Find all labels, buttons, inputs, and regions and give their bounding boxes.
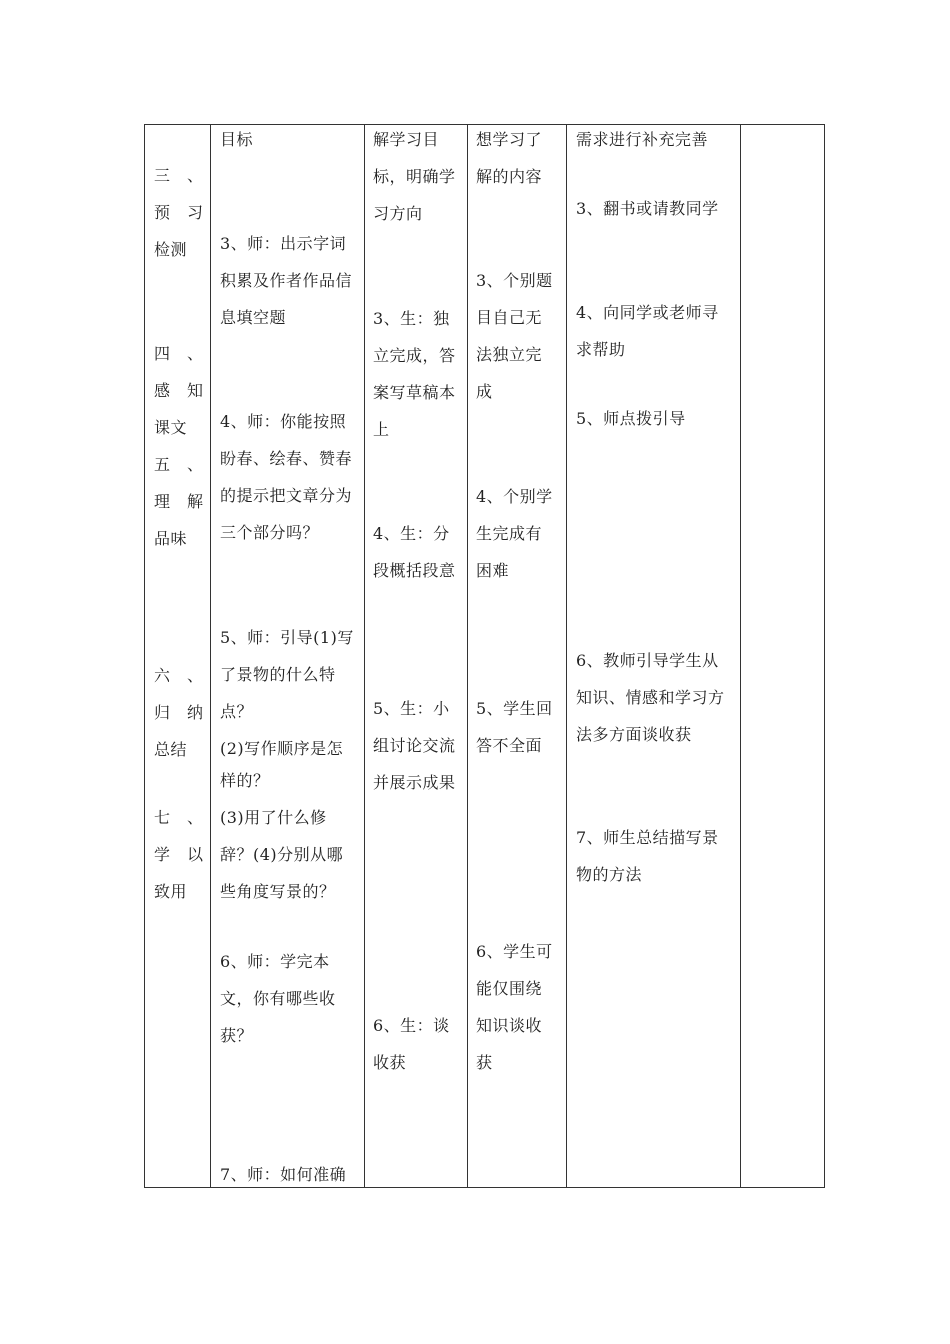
teacher-6-line3: 获？ — [220, 1026, 254, 1045]
column-divider — [364, 125, 365, 1187]
stage-6-line1: 六 、 — [154, 666, 204, 685]
teacher-5-line4: (2)写作顺序是怎 — [220, 739, 344, 758]
strategy-6-line3: 法多方面谈收获 — [576, 725, 692, 744]
stage-6-line2: 归 纳 — [154, 703, 204, 722]
teacher-5-line1: 5、师：引导(1)写 — [220, 628, 354, 647]
stage-7-line2: 学 以 — [154, 845, 204, 864]
stage-3-line2: 预 习 — [154, 203, 204, 222]
stage-5-line1: 五 、 — [154, 455, 204, 474]
teacher-6-line2: 文，你有哪些收 — [220, 989, 336, 1008]
teacher-3-line2: 积累及作者作品信 — [220, 271, 353, 290]
teacher-5-line5: 样的？ — [220, 771, 270, 790]
stage-4-line3: 课文 — [154, 418, 188, 437]
teacher-goal: 目标 — [220, 130, 254, 149]
column-divider — [210, 125, 211, 1187]
teacher-4-line3: 的提示把文章分为 — [220, 486, 353, 505]
teacher-7-line1: 7、师：如何准确 — [220, 1165, 347, 1184]
stage-3-line3: 检测 — [154, 240, 188, 259]
difficulty-6-line1: 6、学生可 — [476, 942, 553, 961]
strategy-4-line2: 求帮助 — [576, 340, 626, 359]
teacher-5-line6: (3)用了什么修 — [220, 808, 327, 827]
teacher-4-line2: 盼春、绘春、赞春 — [220, 449, 353, 468]
difficulty-4-line2: 生完成有 — [476, 524, 543, 543]
column-divider — [467, 125, 468, 1187]
teacher-5-line3: 点？ — [220, 702, 254, 721]
difficulty-0-line2: 解的内容 — [476, 167, 543, 186]
difficulty-4-line1: 4、个别学 — [476, 487, 553, 506]
difficulty-6-line4: 获 — [476, 1053, 493, 1072]
student-3-line4: 上 — [373, 420, 390, 439]
stage-5-line3: 品味 — [154, 529, 188, 548]
difficulty-3-line1: 3、个别题 — [476, 271, 553, 290]
student-4-line1: 4、生：分 — [373, 524, 450, 543]
lesson-plan-table — [144, 124, 825, 1188]
difficulty-3-line3: 法独立完 — [476, 345, 543, 364]
student-4-line2: 段概括段意 — [373, 561, 456, 580]
difficulty-6-line2: 能仅围绕 — [476, 979, 543, 998]
stage-3-line1: 三 、 — [154, 166, 204, 185]
student-0-line1: 解学习目 — [373, 130, 440, 149]
difficulty-0-line1: 想学习了 — [476, 130, 543, 149]
strategy-6-line1: 6、教师引导学生从 — [576, 651, 719, 670]
student-3-line2: 立完成，答 — [373, 346, 456, 365]
difficulty-3-line4: 成 — [476, 382, 493, 401]
student-3-line3: 案写草稿本 — [373, 383, 456, 402]
difficulty-5-line2: 答不全面 — [476, 736, 543, 755]
student-0-line2: 标，明确学 — [373, 167, 456, 186]
student-5-line3: 并展示成果 — [373, 773, 456, 792]
student-6-line1: 6、生：谈 — [373, 1016, 450, 1035]
stage-7-line3: 致用 — [154, 882, 188, 901]
teacher-4-line4: 三个部分吗？ — [220, 523, 320, 542]
student-3-line1: 3、生：独 — [373, 309, 450, 328]
strategy-6-line2: 知识、情感和学习方 — [576, 688, 725, 707]
teacher-5-line8: 些角度写景的？ — [220, 882, 336, 901]
student-0-line3: 习方向 — [373, 204, 423, 223]
strategy-5: 5、师点拨引导 — [576, 409, 686, 428]
student-6-line2: 收获 — [373, 1053, 407, 1072]
difficulty-6-line3: 知识谈收 — [476, 1016, 543, 1035]
difficulty-3-line2: 目自己无 — [476, 308, 543, 327]
stage-5-line2: 理 解 — [154, 492, 204, 511]
teacher-4-line1: 4、师：你能按照 — [220, 412, 347, 431]
remarks-column — [741, 125, 824, 1187]
difficulty-5-line1: 5、学生回 — [476, 699, 553, 718]
difficulty-4-line3: 困难 — [476, 561, 510, 580]
teacher-3-line1: 3、师：出示字词 — [220, 234, 347, 253]
stage-4-line2: 感 知 — [154, 381, 204, 400]
strategy-0: 需求进行补充完善 — [576, 130, 709, 149]
student-5-line1: 5、生：小 — [373, 699, 450, 718]
teacher-6-line1: 6、师：学完本 — [220, 952, 330, 971]
teacher-3-line3: 息填空题 — [220, 308, 287, 327]
strategy-4-line1: 4、向同学或老师寻 — [576, 303, 719, 322]
teacher-5-line2: 了景物的什么特 — [220, 665, 336, 684]
student-5-line2: 组讨论交流 — [373, 736, 456, 755]
column-divider — [566, 125, 567, 1187]
stage-7-line1: 七 、 — [154, 808, 204, 827]
strategy-3: 3、翻书或请教同学 — [576, 199, 719, 218]
strategy-7-line1: 7、师生总结描写景 — [576, 828, 719, 847]
stage-4-line1: 四 、 — [154, 344, 204, 363]
teacher-5-line7: 辞？(4)分别从哪 — [220, 845, 344, 864]
strategy-7-line2: 物的方法 — [576, 865, 643, 884]
stage-6-line3: 总结 — [154, 740, 188, 759]
